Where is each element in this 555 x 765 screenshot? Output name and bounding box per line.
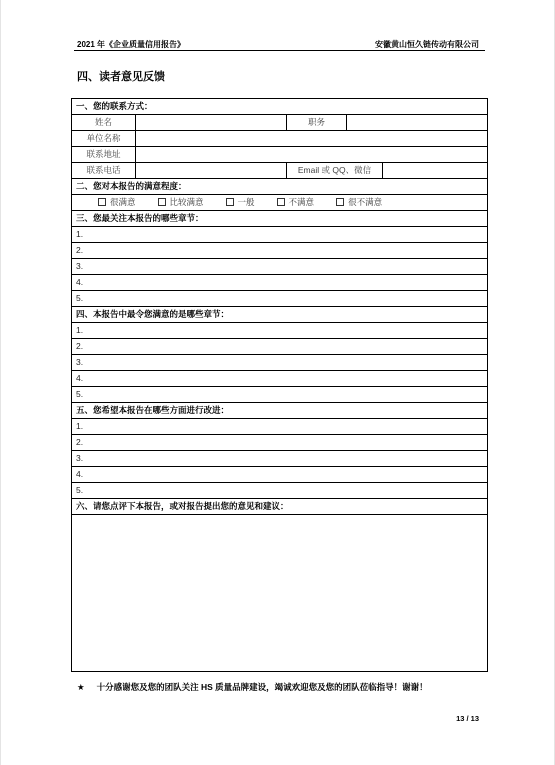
q3-item-3[interactable]: 3. xyxy=(72,259,488,275)
q5-heading: 五、您希望本报告在哪些方面进行改进： xyxy=(72,403,488,419)
contact-heading: 一、您的联系方式： xyxy=(72,99,488,115)
option-very-unsatisfied[interactable]: 很不满意 xyxy=(336,195,382,210)
option-very-satisfied[interactable]: 很满意 xyxy=(98,195,136,210)
address-label: 联系地址 xyxy=(72,147,136,163)
header-company-name: 安徽黄山恒久链传动有限公司 xyxy=(375,40,479,49)
q3-heading: 三、您最关注本报告的哪些章节： xyxy=(72,211,488,227)
satisfaction-options-row xyxy=(72,195,488,211)
q3-item-2[interactable]: 2. xyxy=(72,243,488,259)
satisfaction-heading: 二、您对本报告的满意程度： xyxy=(72,179,488,195)
company-field[interactable] xyxy=(136,131,488,147)
q4-item-3[interactable]: 3. xyxy=(72,355,488,371)
q6-heading: 六、请您点评下本报告，或对报告提出您的意见和建议： xyxy=(72,499,488,515)
header-rule xyxy=(74,50,485,51)
checkbox-icon[interactable] xyxy=(158,198,166,206)
phone-label: 联系电话 xyxy=(72,163,136,179)
phone-field[interactable] xyxy=(136,163,287,179)
star-icon: ★ xyxy=(77,682,85,692)
option-unsatisfied[interactable]: 不满意 xyxy=(277,195,315,210)
comments-textarea[interactable] xyxy=(72,515,488,672)
checkbox-icon[interactable] xyxy=(226,198,234,206)
q4-heading: 四、本报告中最令您满意的是哪些章节： xyxy=(72,307,488,323)
q5-item-2[interactable]: 2. xyxy=(72,435,488,451)
job-title-label: 职务 xyxy=(287,115,347,131)
job-title-field[interactable] xyxy=(347,115,488,131)
thank-you-text: 十分感谢您及您的团队关注 HS 质量品牌建设，竭诚欢迎您及您的团队莅临指导！谢谢！ xyxy=(96,682,428,692)
q3-item-4[interactable]: 4. xyxy=(72,275,488,291)
checkbox-icon[interactable] xyxy=(336,198,344,206)
company-label: 单位名称 xyxy=(72,131,136,147)
checkbox-icon[interactable] xyxy=(98,198,106,206)
email-field[interactable] xyxy=(383,163,488,179)
thank-you-note xyxy=(77,681,428,693)
header-report-title: 2021 年《企业质量信用报告》 xyxy=(77,40,186,49)
q3-item-1[interactable]: 1. xyxy=(72,227,488,243)
q4-item-4[interactable]: 4. xyxy=(72,371,488,387)
q5-item-3[interactable]: 3. xyxy=(72,451,488,467)
option-fairly-satisfied[interactable]: 比较满意 xyxy=(158,195,204,210)
name-field[interactable] xyxy=(136,115,287,131)
name-label: 姓名 xyxy=(72,115,136,131)
q4-item-1[interactable]: 1. xyxy=(72,323,488,339)
page-number: 13 / 13 xyxy=(456,714,479,723)
q5-item-5[interactable]: 5. xyxy=(72,483,488,499)
q5-item-4[interactable]: 4. xyxy=(72,467,488,483)
checkbox-icon[interactable] xyxy=(277,198,285,206)
q5-item-1[interactable]: 1. xyxy=(72,419,488,435)
q4-item-5[interactable]: 5. xyxy=(72,387,488,403)
email-label: Email 或 QQ、微信 xyxy=(287,163,383,179)
q3-item-5[interactable]: 5. xyxy=(72,291,488,307)
q4-item-2[interactable]: 2. xyxy=(72,339,488,355)
address-field[interactable] xyxy=(136,147,488,163)
feedback-form-table xyxy=(71,98,488,672)
option-neutral[interactable]: 一般 xyxy=(226,195,255,210)
section-title: 四、读者意见反馈 xyxy=(77,71,165,83)
